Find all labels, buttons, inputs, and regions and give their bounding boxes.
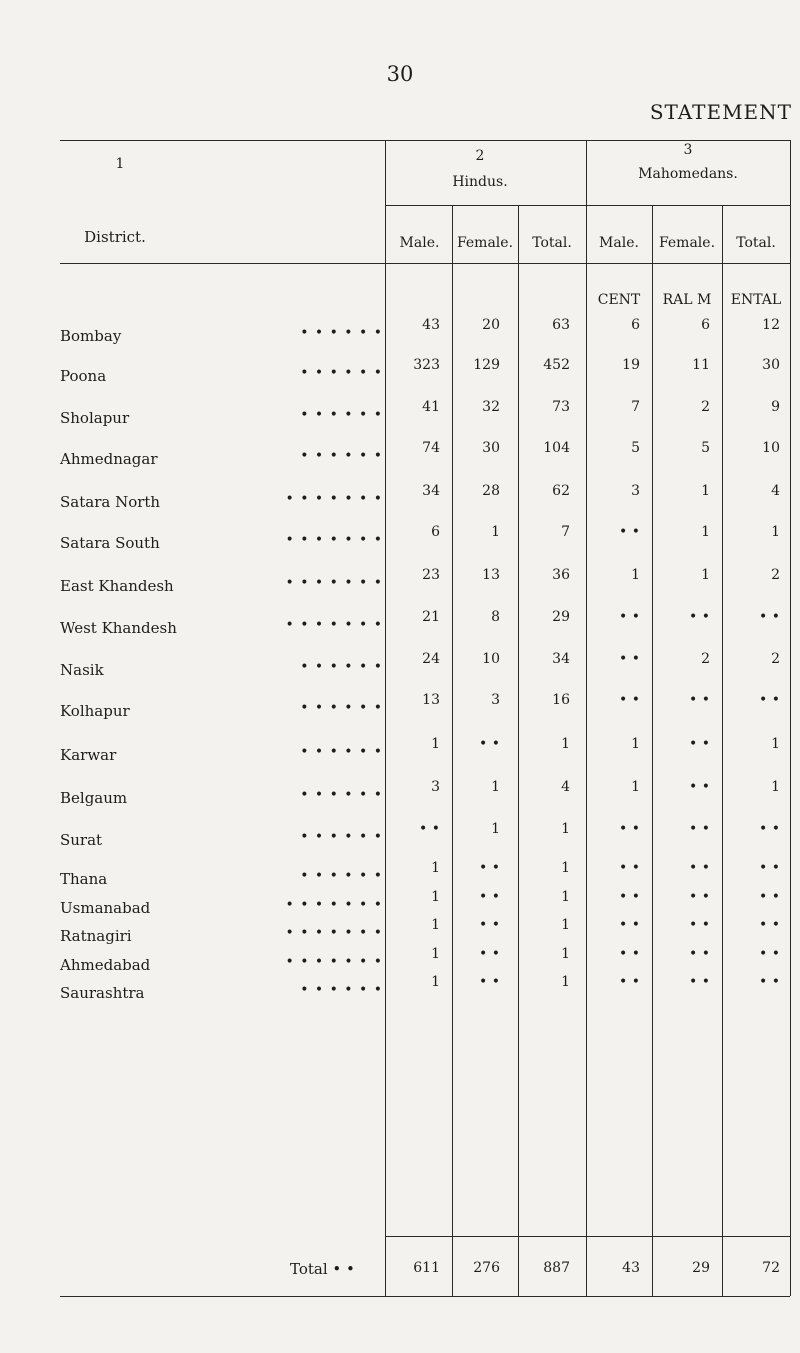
cell-value: • • (689, 609, 710, 625)
hindus-label: Hindus. (452, 174, 508, 190)
cell-value: 1 (561, 821, 570, 837)
section-label-part: RAL M (662, 292, 712, 308)
district-name: West Khandesh (60, 619, 177, 637)
cell-value: 4 (561, 779, 570, 795)
total-label: Total • • (290, 1260, 355, 1278)
cell-value: 1 (701, 483, 710, 499)
cell-value: • • (479, 860, 500, 876)
leader-dots: • • • • • • • (285, 532, 383, 548)
cell-value: 6 (431, 524, 440, 540)
group-header-rule (385, 205, 790, 206)
cell-value: 1 (561, 917, 570, 933)
cell-value: 1 (491, 821, 500, 837)
subheader-hindus-total: Total. (532, 235, 572, 251)
cell-value: 1 (561, 860, 570, 876)
cell-value: • • (759, 946, 780, 962)
cell-value: 24 (422, 651, 440, 667)
cell-value: • • (759, 821, 780, 837)
district-name: Poona (60, 367, 107, 385)
cell-value: 4 (771, 483, 780, 499)
leader-dots: • • • • • • • (285, 491, 383, 507)
cell-value: • • (759, 860, 780, 876)
cell-value: 34 (552, 651, 570, 667)
cell-value: 10 (762, 440, 780, 456)
cell-value: 1 (771, 736, 780, 752)
subheader-hindus-female: Female. (456, 235, 514, 251)
cell-value: 1 (561, 974, 570, 990)
cell-value: • • (619, 889, 640, 905)
district-name: Saurashtra (60, 984, 145, 1002)
cell-value: 19 (622, 357, 640, 373)
leader-dots: • • • • • • • (285, 954, 383, 970)
cell-value: • • (479, 917, 500, 933)
leader-dots: • • • • • • (300, 868, 383, 884)
cell-value: 1 (491, 779, 500, 795)
leader-dots: • • • • • • (300, 365, 383, 381)
statement-title: STATEMENT (649, 100, 792, 124)
cell-value: 452 (543, 357, 570, 373)
subheader-rule (60, 263, 790, 264)
table-bottom-rule (60, 1296, 790, 1297)
cell-value: 23 (422, 567, 440, 583)
mahomedans-col-number: 3 (683, 142, 693, 158)
cell-value: 2 (701, 651, 710, 667)
district-name: East Khandesh (60, 577, 174, 595)
cell-value: 30 (762, 357, 780, 373)
cell-value: 6 (701, 317, 710, 333)
leader-dots: • • • • • • • (285, 897, 383, 913)
cell-value: 1 (631, 567, 640, 583)
page-number: 30 (386, 62, 414, 86)
cell-value: • • (759, 917, 780, 933)
cell-value: • • (479, 974, 500, 990)
mahomedans-label: Mahomedans. (638, 166, 738, 182)
cell-value: 30 (482, 440, 500, 456)
cell-value: 34 (422, 483, 440, 499)
district-name: Ahmednagar (60, 450, 158, 468)
cell-value: 7 (561, 524, 570, 540)
hindus-male-rule (452, 205, 453, 1296)
district-name: Surat (60, 831, 103, 849)
cell-value: 1 (431, 917, 440, 933)
right-edge-rule (790, 140, 791, 1296)
cell-value: • • (689, 917, 710, 933)
cell-value: • • (619, 609, 640, 625)
hindus-col-number: 2 (475, 148, 485, 164)
cell-value: 323 (413, 357, 440, 373)
cell-value: 13 (422, 692, 440, 708)
total-value: 43 (622, 1260, 640, 1276)
district-col-number: 1 (115, 156, 125, 172)
cell-value: 2 (701, 399, 710, 415)
cell-value: • • (619, 860, 640, 876)
cell-value: 1 (631, 779, 640, 795)
cell-value: • • (619, 524, 640, 540)
subheader-mahomedans-total: Total. (736, 235, 776, 251)
cell-value: 62 (552, 483, 570, 499)
cell-value: 43 (422, 317, 440, 333)
district-name: Ahmedabad (60, 956, 151, 974)
subheader-mahomedans-female: Female. (658, 235, 716, 251)
district-name: Nasik (60, 661, 104, 679)
total-value: 611 (413, 1260, 440, 1276)
cell-value: • • (619, 821, 640, 837)
total-value: 276 (473, 1260, 500, 1276)
cell-value: • • (759, 889, 780, 905)
cell-value: 1 (771, 524, 780, 540)
cell-value: 104 (543, 440, 570, 456)
district-name: Bombay (60, 327, 122, 345)
cell-value: • • (689, 736, 710, 752)
cell-value: 1 (561, 946, 570, 962)
total-value: 887 (543, 1260, 570, 1276)
table-top-rule (60, 140, 790, 141)
section-label-part: ENTAL (730, 292, 782, 308)
leader-dots: • • • • • • • (285, 925, 383, 941)
leader-dots: • • • • • • (300, 448, 383, 464)
cell-value: 28 (482, 483, 500, 499)
cell-value: • • (479, 946, 500, 962)
district-name: Satara South (60, 534, 160, 552)
cell-value: 11 (692, 357, 710, 373)
cell-value: 1 (431, 736, 440, 752)
total-top-rule (385, 1236, 790, 1237)
cell-value: 129 (473, 357, 500, 373)
cell-value: 41 (422, 399, 440, 415)
district-name: Karwar (60, 746, 117, 764)
cell-value: • • (689, 860, 710, 876)
cell-value: 1 (701, 567, 710, 583)
cell-value: 10 (482, 651, 500, 667)
cell-value: • • (759, 609, 780, 625)
total-value: 72 (762, 1260, 780, 1276)
district-name: Satara North (60, 493, 161, 511)
cell-value: 6 (631, 317, 640, 333)
cell-value: 73 (552, 399, 570, 415)
district-name: Belgaum (60, 789, 128, 807)
cell-value: 12 (762, 317, 780, 333)
cell-value: 16 (552, 692, 570, 708)
subheader-hindus-male: Male. (399, 235, 440, 251)
cell-value: 63 (552, 317, 570, 333)
cell-value: 3 (631, 483, 640, 499)
subheader-mahomedans-male: Male. (599, 235, 639, 251)
cell-value: • • (689, 946, 710, 962)
mahomedans-male-rule (652, 205, 653, 1296)
cell-value: 3 (431, 779, 440, 795)
group-divider-rule (586, 140, 587, 1296)
cell-value: 1 (561, 736, 570, 752)
cell-value: 9 (771, 399, 780, 415)
leader-dots: • • • • • • (300, 325, 383, 341)
mahomedans-female-rule (722, 205, 723, 1296)
cell-value: • • (479, 736, 500, 752)
cell-value: • • (419, 821, 440, 837)
cell-value: • • (759, 974, 780, 990)
district-col-label: District. (84, 228, 146, 246)
cell-value: 20 (482, 317, 500, 333)
district-name: Kolhapur (60, 702, 130, 720)
cell-value: 32 (482, 399, 500, 415)
cell-value: 7 (631, 399, 640, 415)
cell-value: 3 (491, 692, 500, 708)
leader-dots: • • • • • • (300, 787, 383, 803)
district-name: Usmanabad (60, 899, 151, 917)
cell-value: • • (619, 651, 640, 667)
cell-value: 21 (422, 609, 440, 625)
cell-value: 1 (561, 889, 570, 905)
cell-value: 2 (771, 567, 780, 583)
cell-value: 29 (552, 609, 570, 625)
cell-value: 1 (431, 860, 440, 876)
cell-value: • • (689, 974, 710, 990)
leader-dots: • • • • • • • (285, 617, 383, 633)
cell-value: • • (689, 889, 710, 905)
cell-value: • • (689, 821, 710, 837)
leader-dots: • • • • • • • (285, 575, 383, 591)
district-name: Ratnagiri (60, 927, 132, 945)
district-name: Sholapur (60, 409, 130, 427)
cell-value: 8 (491, 609, 500, 625)
hindus-female-rule (518, 205, 519, 1296)
leader-dots: • • • • • • (300, 659, 383, 675)
leader-dots: • • • • • • (300, 407, 383, 423)
cell-value: • • (619, 974, 640, 990)
cell-value: 5 (701, 440, 710, 456)
leader-dots: • • • • • • (300, 982, 383, 998)
cell-value: 1 (701, 524, 710, 540)
cell-value: 1 (771, 779, 780, 795)
district-col-rule (385, 140, 386, 1296)
cell-value: 1 (491, 524, 500, 540)
cell-value: • • (619, 917, 640, 933)
district-name: Thana (60, 870, 108, 888)
cell-value: 36 (552, 567, 570, 583)
cell-value: 2 (771, 651, 780, 667)
total-value: 29 (692, 1260, 710, 1276)
cell-value: • • (479, 889, 500, 905)
cell-value: 1 (431, 946, 440, 962)
cell-value: 1 (431, 889, 440, 905)
leader-dots: • • • • • • (300, 829, 383, 845)
cell-value: 13 (482, 567, 500, 583)
cell-value: • • (689, 692, 710, 708)
cell-value: 1 (431, 974, 440, 990)
cell-value: • • (759, 692, 780, 708)
section-label-part: CENT (597, 292, 641, 308)
leader-dots: • • • • • • (300, 744, 383, 760)
cell-value: • • (689, 779, 710, 795)
cell-value: • • (619, 946, 640, 962)
cell-value: 5 (631, 440, 640, 456)
leader-dots: • • • • • • (300, 700, 383, 716)
cell-value: 1 (631, 736, 640, 752)
cell-value: 74 (422, 440, 440, 456)
cell-value: • • (619, 692, 640, 708)
